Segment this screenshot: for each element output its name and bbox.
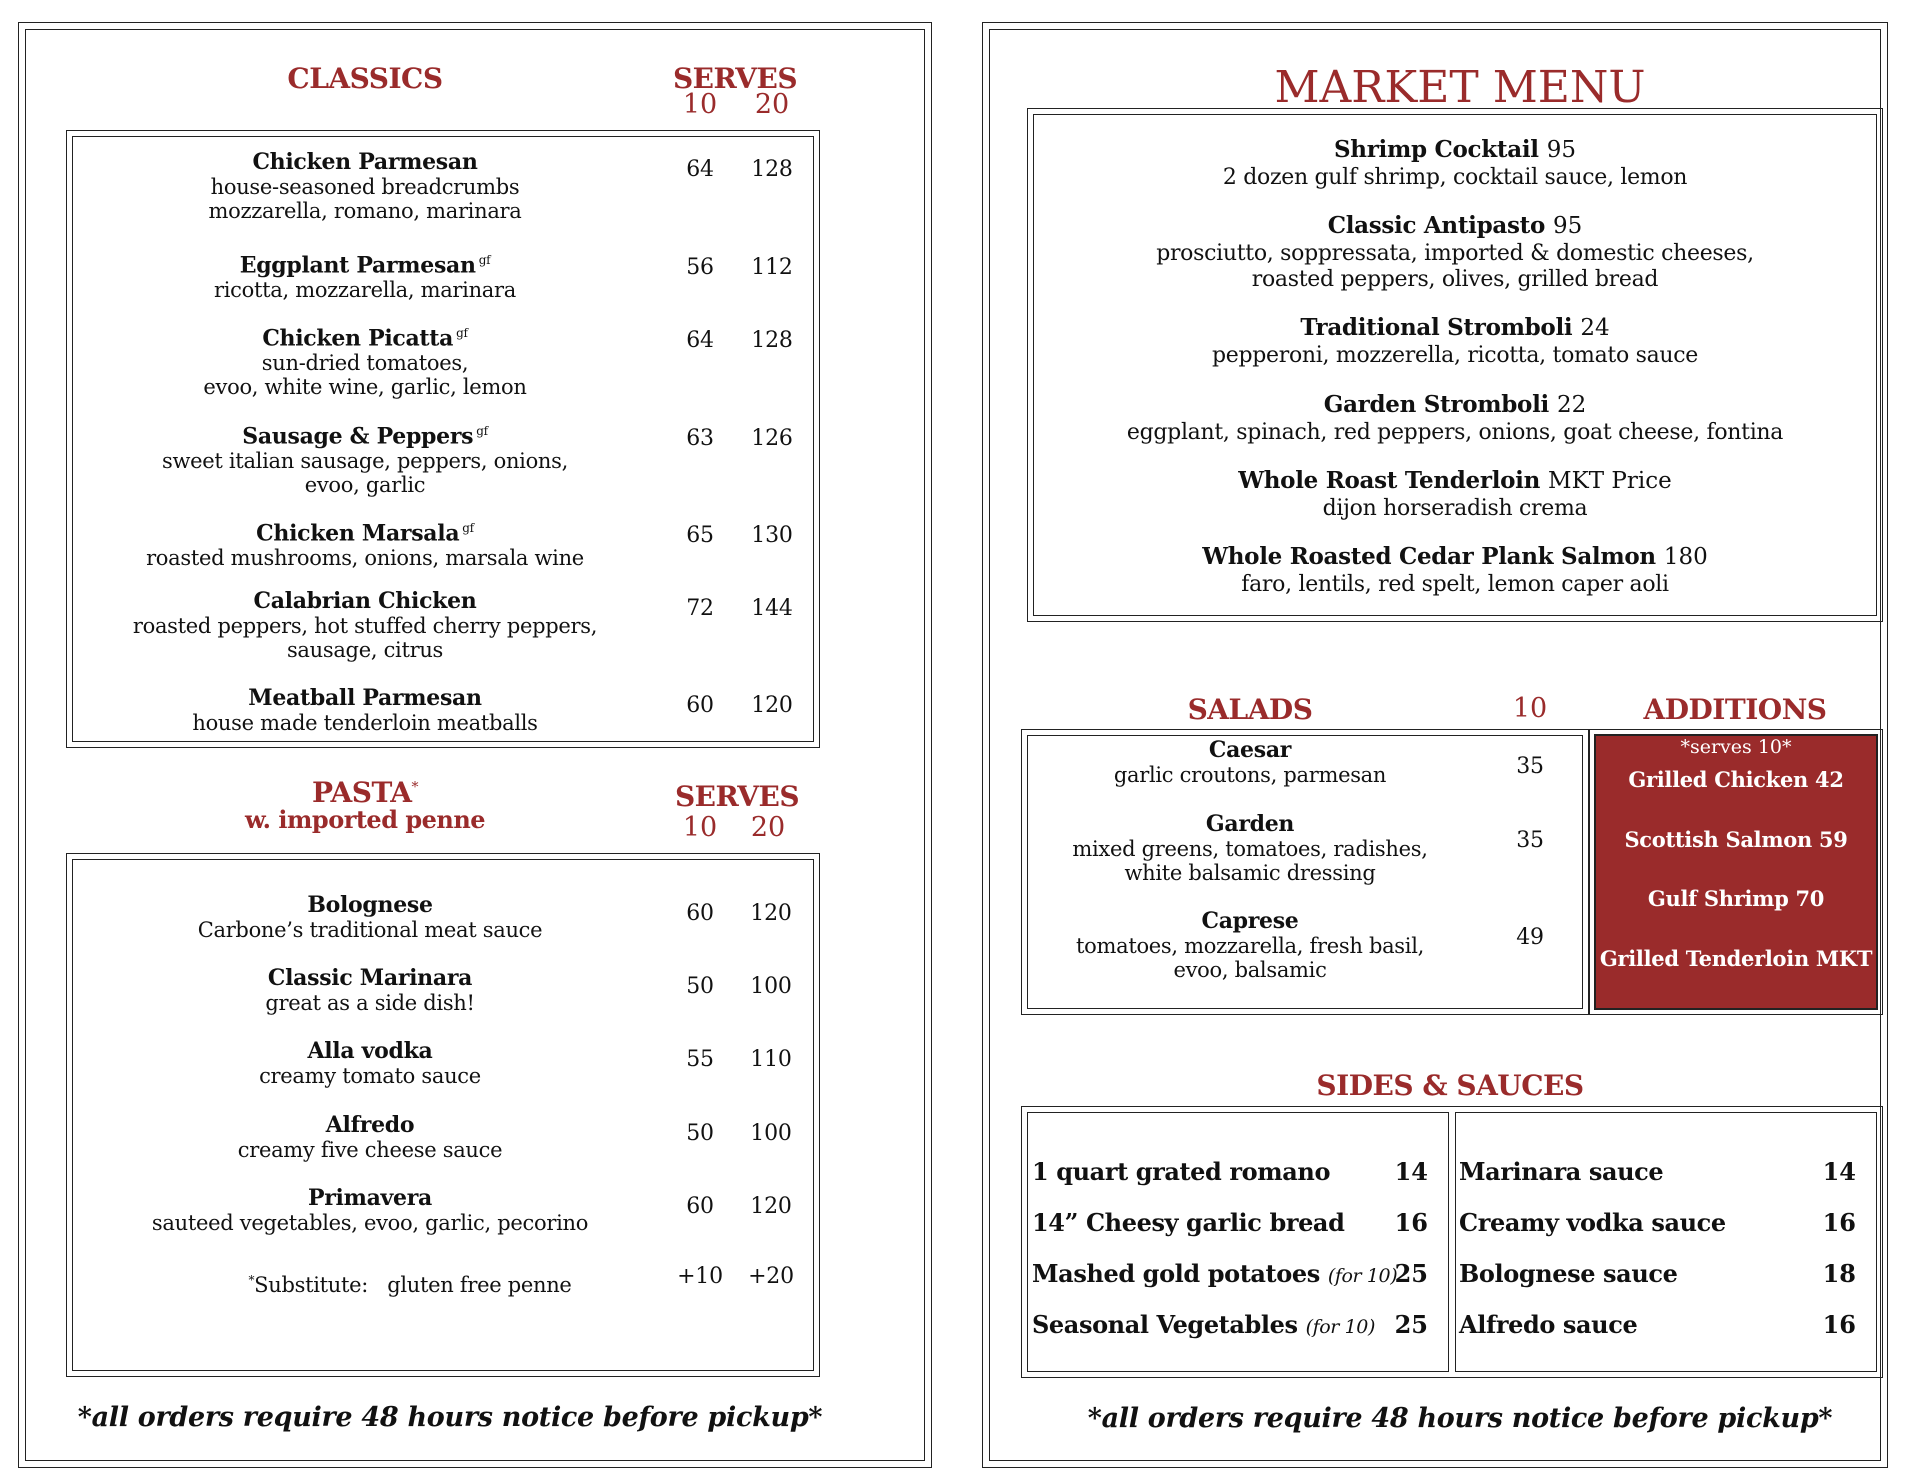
substitute-text: gluten free penne: [387, 1273, 572, 1297]
item-name: Alfredo: [325, 1112, 415, 1138]
item-name: [100, 686, 630, 711]
item-name: Classic Marinara: [267, 965, 473, 991]
price-serves-20: 120: [751, 693, 793, 718]
market-item-price: 180: [1663, 544, 1708, 570]
item-desc: Carbone’s traditional meat sauce: [197, 918, 543, 942]
classics-item: [100, 516, 630, 570]
price-serves-10: 65: [686, 523, 714, 548]
side-item-name: 14” Cheesy garlic bread: [1032, 1208, 1345, 1237]
salad-price: 49: [1516, 925, 1544, 950]
price-serves-20: 144: [751, 596, 793, 621]
market-item-price: MKT Price: [1548, 468, 1672, 494]
market-item: [1040, 212, 1870, 293]
market-item-header: [1040, 543, 1870, 572]
side-item-price: 14: [1394, 1157, 1428, 1186]
gluten-free-mark: gf: [478, 253, 491, 267]
item-name-text: Chicken Marsala: [256, 520, 460, 547]
market-item: [1040, 314, 1870, 369]
market-item: [1040, 467, 1870, 522]
market-item-desc-line-2: roasted peppers, olives, grilled bread: [1251, 267, 1659, 292]
salad-desc-line-2: evoo, balsamic: [1173, 958, 1327, 982]
gluten-free-mark: gf: [476, 424, 488, 438]
price-serves-10: 60: [686, 693, 714, 718]
sauce-item-name: Bolognese sauce: [1459, 1259, 1678, 1288]
market-item: [1040, 136, 1870, 191]
side-item: [1032, 1157, 1330, 1186]
market-item-header: [1040, 212, 1870, 241]
side-item: [1032, 1259, 1397, 1288]
market-item-header: [1040, 136, 1870, 165]
item-desc: sauteed vegetables, evoo, garlic, pecorino: [151, 1211, 589, 1235]
classics-item: [100, 150, 630, 223]
gluten-free-mark: gf: [462, 521, 474, 535]
substitute-price-20: +20: [748, 1264, 794, 1289]
price-serves-20: 120: [750, 901, 792, 926]
price-serves-10: 50: [686, 974, 714, 999]
item-name: Alla vodka: [307, 1038, 433, 1064]
sauce-item-price: 16: [1822, 1310, 1856, 1339]
side-item-price: 25: [1394, 1259, 1428, 1288]
item-name-text: Sausage & Peppers: [242, 423, 474, 450]
market-item-name: Garden Stromboli: [1323, 391, 1549, 418]
market-item-header: [1040, 314, 1870, 343]
salads-header: SALADS: [1187, 693, 1313, 726]
side-item-portion: (for 10): [1305, 1316, 1375, 1338]
classics-header: CLASSICS: [287, 62, 443, 95]
salad-item: [1040, 738, 1460, 787]
item-desc: great as a side dish!: [265, 991, 475, 1015]
classics-serves-10: 10: [682, 89, 718, 120]
pasta-header-text: PASTA: [312, 776, 412, 809]
item-desc-line-1: house-seasoned breadcrumbs: [210, 175, 520, 199]
pasta-serves-label: SERVES: [674, 780, 800, 813]
market-item-name: Whole Roast Tenderloin: [1238, 467, 1541, 494]
salad-desc-line-1: garlic croutons, parmesan: [1113, 763, 1387, 787]
addition-item: Grilled Tenderloin MKT: [1599, 946, 1873, 971]
additions-header: ADDITIONS: [1643, 693, 1827, 726]
addition-item: Gulf Shrimp 70: [1647, 886, 1825, 911]
salad-item: [1040, 909, 1460, 982]
item-name: [100, 419, 630, 449]
item-name: [100, 321, 630, 351]
market-item-header: [1040, 467, 1870, 496]
sauce-item-price: 18: [1822, 1259, 1856, 1288]
side-item-name: Mashed gold potatoes: [1032, 1259, 1320, 1288]
salad-desc-line-1: tomatoes, mozzarella, fresh basil,: [1076, 934, 1424, 958]
pasta-item: [120, 1039, 620, 1088]
salad-desc-line-1: mixed greens, tomatoes, radishes,: [1072, 837, 1428, 861]
item-name-text: Eggplant Parmesan: [239, 252, 476, 279]
price-serves-20: 126: [751, 426, 793, 451]
substitute-star: *: [248, 1273, 255, 1287]
item-desc-line-1: roasted mushrooms, onions, marsala wine: [146, 546, 584, 571]
price-serves-20: 110: [750, 1047, 792, 1072]
salad-price: 35: [1516, 754, 1544, 779]
item-name-text: Meatball Parmesan: [248, 685, 482, 711]
item-name-text: Chicken Picatta: [262, 325, 454, 352]
sauce-item-name: Marinara sauce: [1459, 1157, 1664, 1186]
item-name: [100, 248, 630, 278]
item-desc-line-2: mozzarella, romano, marinara: [208, 199, 522, 223]
market-item: [1040, 543, 1870, 598]
pasta-item: [120, 1113, 620, 1162]
side-item: [1032, 1310, 1375, 1339]
salad-name: Caprese: [1201, 908, 1299, 934]
classics-item: [100, 589, 630, 662]
price-serves-10: 60: [686, 1194, 714, 1219]
price-serves-10: 72: [686, 596, 714, 621]
pasta-item: [120, 966, 620, 1015]
item-desc-line-1: roasted peppers, hot stuffed cherry peppers,: [132, 614, 598, 638]
market-menu-title: MARKET MENU: [1274, 62, 1646, 113]
side-item-price: 25: [1394, 1310, 1428, 1339]
item-desc-line-1: sun-dried tomatoes,: [261, 351, 469, 376]
item-name-text: Calabrian Chicken: [253, 588, 477, 614]
market-item-desc-line-1: eggplant, spinach, red peppers, onions, goat cheese, fontina: [1126, 420, 1784, 445]
market-item-desc-line-1: dijon horseradish crema: [1322, 496, 1588, 521]
market-item-price: 22: [1556, 392, 1587, 418]
addition-item: Scottish Salmon 59: [1624, 827, 1848, 852]
price-serves-10: 64: [686, 328, 714, 353]
price-serves-20: 120: [750, 1194, 792, 1219]
classics-item: [100, 686, 630, 735]
item-desc: creamy tomato sauce: [259, 1064, 481, 1088]
price-serves-10: 55: [686, 1047, 714, 1072]
market-item-name: Classic Antipasto: [1327, 212, 1546, 239]
sides-header: SIDES & SAUCES: [1316, 1069, 1584, 1102]
item-name-text: Chicken Parmesan: [252, 149, 478, 175]
item-desc-line-1: ricotta, mozzarella, marinara: [214, 278, 516, 303]
side-item-name: Seasonal Vegetables: [1032, 1310, 1298, 1339]
market-item-desc-line-1: faro, lentils, red spelt, lemon caper aoli: [1241, 572, 1669, 597]
sauce-item-price: 16: [1822, 1208, 1856, 1237]
classics-serves-label: SERVES: [672, 62, 798, 95]
price-serves-10: 56: [686, 255, 714, 280]
price-serves-20: 128: [751, 157, 793, 182]
market-item-price: 95: [1546, 137, 1576, 163]
classics-item: [100, 321, 630, 399]
classics-item: [100, 248, 630, 302]
additions-box: [1594, 734, 1878, 1010]
gluten-free-mark: gf: [456, 326, 468, 340]
price-serves-10: 60: [686, 901, 714, 926]
item-name: Bolognese: [307, 892, 433, 918]
pasta-serves-10: 10: [682, 812, 718, 843]
sauce-item-name: Alfredo sauce: [1459, 1310, 1638, 1339]
pasta-serves-20: 20: [750, 812, 786, 843]
side-item-name: 1 quart grated romano: [1032, 1157, 1331, 1186]
item-desc-line-2: sausage, citrus: [286, 638, 444, 662]
salad-name: Caesar: [1208, 737, 1292, 763]
item-desc-line-1: house made tenderloin meatballs: [192, 711, 538, 735]
pasta-header-asterisk: *: [411, 779, 418, 796]
item-name: Primavera: [308, 1185, 432, 1211]
item-name: [100, 516, 630, 546]
side-item-price: 16: [1394, 1208, 1428, 1237]
market-item-desc-line-1: prosciutto, soppressata, imported & domestic cheeses,: [1156, 241, 1754, 266]
price-serves-20: 100: [750, 974, 792, 999]
item-desc-line-2: evoo, garlic: [304, 473, 426, 498]
market-item-desc-line-1: pepperoni, mozzerella, ricotta, tomato sauce: [1211, 343, 1699, 368]
market-item-name: Traditional Stromboli: [1300, 314, 1573, 341]
item-name: [100, 150, 630, 175]
price-serves-20: 130: [751, 523, 793, 548]
market-item-name: Shrimp Cocktail: [1334, 136, 1539, 163]
market-item-name: Whole Roasted Cedar Plank Salmon: [1202, 543, 1656, 570]
item-desc-line-1: sweet italian sausage, peppers, onions,: [161, 449, 569, 474]
pasta-subheader: w. imported penne: [244, 805, 486, 834]
price-serves-10: 50: [686, 1121, 714, 1146]
price-serves-10: 64: [686, 157, 714, 182]
addition-item: Grilled Chicken 42: [1628, 767, 1844, 792]
additions-note: *serves 10*: [1680, 736, 1792, 758]
salad-desc-line-2: white balsamic dressing: [1124, 861, 1376, 885]
market-item-price: 95: [1553, 213, 1583, 239]
substitute-price-10: +10: [677, 1264, 723, 1289]
sauce-item-name: Creamy vodka sauce: [1459, 1208, 1726, 1237]
pasta-item: [120, 1186, 620, 1235]
market-item-header: [1040, 391, 1870, 420]
side-item: [1032, 1208, 1344, 1237]
substitute-label: Substitute:: [254, 1273, 369, 1297]
right-footer-note: *all orders require 48 hours notice before pickup*: [1087, 1403, 1833, 1434]
item-desc-line-2: evoo, white wine, garlic, lemon: [203, 375, 527, 400]
item-desc: creamy five cheese sauce: [237, 1138, 503, 1162]
salad-name: Garden: [1205, 811, 1295, 837]
item-name: [100, 589, 630, 614]
market-item-price: 24: [1580, 315, 1610, 341]
salad-item: [1040, 812, 1460, 885]
classics-serves-20: 20: [754, 89, 790, 120]
market-item-desc-line-1: 2 dozen gulf shrimp, cocktail sauce, lemon: [1222, 165, 1688, 190]
salads-serves: 10: [1512, 693, 1548, 724]
sauce-item-price: 14: [1822, 1157, 1856, 1186]
left-footer-note: *all orders require 48 hours notice before pickup*: [77, 1402, 823, 1433]
price-serves-20: 100: [750, 1121, 792, 1146]
side-item-portion: (for 10): [1327, 1265, 1398, 1287]
market-item: [1040, 391, 1870, 446]
salad-price: 35: [1516, 828, 1544, 853]
classics-item: [100, 419, 630, 497]
price-serves-10: 63: [686, 426, 714, 451]
price-serves-20: 112: [751, 255, 793, 280]
pasta-substitute: [200, 1268, 620, 1297]
price-serves-20: 128: [751, 328, 793, 353]
pasta-item: [120, 893, 620, 942]
